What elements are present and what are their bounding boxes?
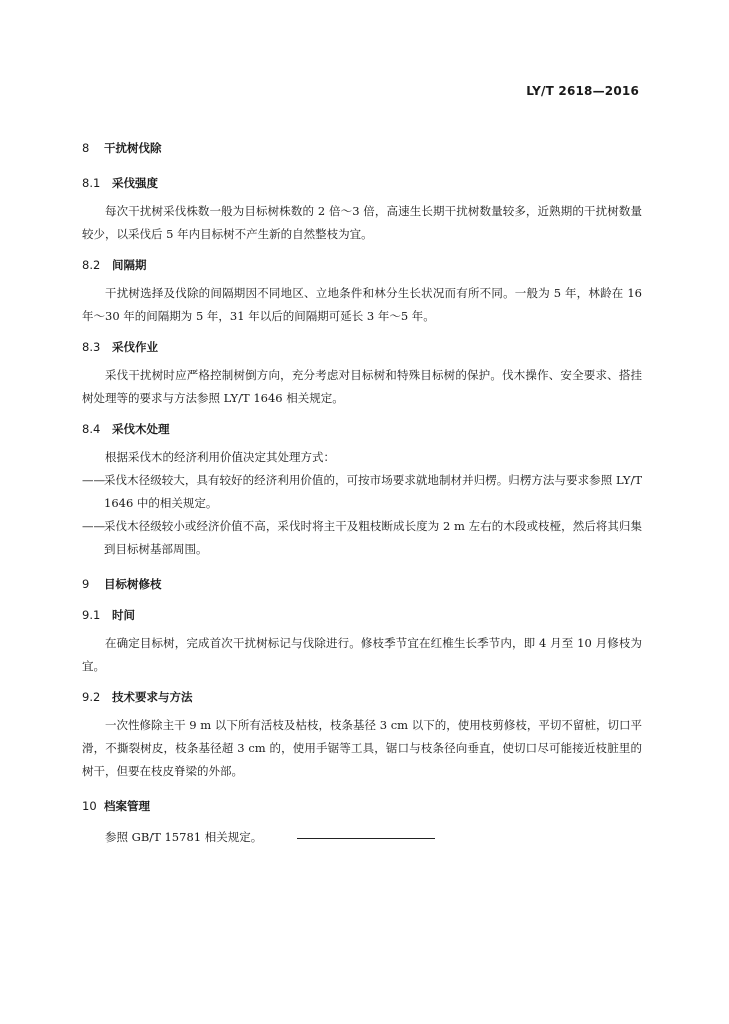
- list-item-text: 采伐木径级较小或经济价值不高，采伐时将主干及粗枝断成长度为 2 m 左右的木段或枝桠，然后将其归集到目标树基部周围。: [104, 519, 642, 556]
- section-8-2-heading: [82, 254, 642, 277]
- section-title: 档案管理: [104, 799, 150, 813]
- section-title: 干扰树伐除: [104, 141, 162, 155]
- list-dash: ——: [82, 473, 105, 487]
- section-number: 8.4: [82, 422, 101, 436]
- section-10-paragraph: 参照 GB/T 15781 相关规定。: [105, 830, 263, 844]
- section-title: 采伐木处理: [112, 422, 170, 436]
- section-number: 9.1: [82, 608, 101, 622]
- section-9-1-paragraph: 在确定目标树，完成首次干扰树标记与伐除进行。修枝季节宜在红椎生长季节内，即 4 月至 10 月修枝为宜。: [82, 636, 642, 673]
- section-number: 10: [82, 799, 97, 813]
- section-title: 采伐强度: [112, 176, 158, 190]
- section-8-2-paragraph: 干扰树选择及伐除的间隔期因不同地区、立地条件和林分生长状况而有所不同。一般为 5 年，林龄在 16 年～30 年的间隔期为 5 年，31 年以后的间隔期可延长 3 年～5 年。: [82, 286, 642, 323]
- section-number: 9: [82, 577, 90, 591]
- list-item-text: 采伐木径级较大，具有较好的经济利用价值的，可按市场要求就地制材并归楞。归楞方法与要求参照 LY/T 1646 中的相关规定。: [104, 473, 642, 510]
- section-title: 间隔期: [112, 258, 147, 272]
- section-8-heading: [82, 137, 642, 160]
- section-title: 技术要求与方法: [112, 690, 193, 704]
- section-9-2-heading: [82, 686, 642, 709]
- document-body: [82, 137, 642, 849]
- section-8-4-intro: 根据采伐木的经济利用价值决定其处理方式：: [105, 450, 335, 464]
- section-8-4-heading: [82, 418, 642, 441]
- list-dash: ——: [82, 519, 105, 533]
- section-title: 目标树修枝: [104, 577, 162, 591]
- section-8-1-heading: [82, 172, 642, 195]
- section-number: 8.3: [82, 340, 101, 354]
- section-8-3-paragraph: 采伐干扰树时应严格控制树倒方向，充分考虑对目标树和特殊目标树的保护。伐木操作、安全要求、搭挂树处理等的要求与方法参照 LY/T 1646 相关规定。: [82, 368, 642, 405]
- list-item: [82, 515, 642, 561]
- section-9-1-heading: [82, 604, 642, 627]
- section-number: 9.2: [82, 690, 101, 704]
- section-8-3-heading: [82, 336, 642, 359]
- end-rule: [297, 838, 435, 839]
- section-9-2-paragraph: 一次性修除主干 9 m 以下所有活枝及枯枝，枝条基径 3 cm 以下的，使用枝剪修枝，平切不留桩，切口平滑，不撕裂树皮，枝条基径超 3 cm 的，使用手锯等工具，锯口与枝条径向垂直，使切口尽可能接近枝脏里的树干，但要在枝皮脊梁的外部。: [82, 718, 642, 778]
- standard-code: LY/T 2618—2016: [526, 84, 639, 98]
- section-number: 8.1: [82, 176, 101, 190]
- section-title: 采伐作业: [112, 340, 158, 354]
- section-title: 时间: [112, 608, 135, 622]
- section-9-heading: [82, 573, 642, 596]
- section-8-1-paragraph: 每次干扰树采伐株数一般为目标树株数的 2 倍～3 倍，高速生长期干扰树数量较多，近熟期的干扰树数量较少，以采伐后 5 年内目标树不产生新的自然整枝为宜。: [82, 204, 642, 241]
- section-number: 8.2: [82, 258, 101, 272]
- section-number: 8: [82, 141, 90, 155]
- section-10-heading: [82, 795, 642, 818]
- list-item: [82, 469, 642, 515]
